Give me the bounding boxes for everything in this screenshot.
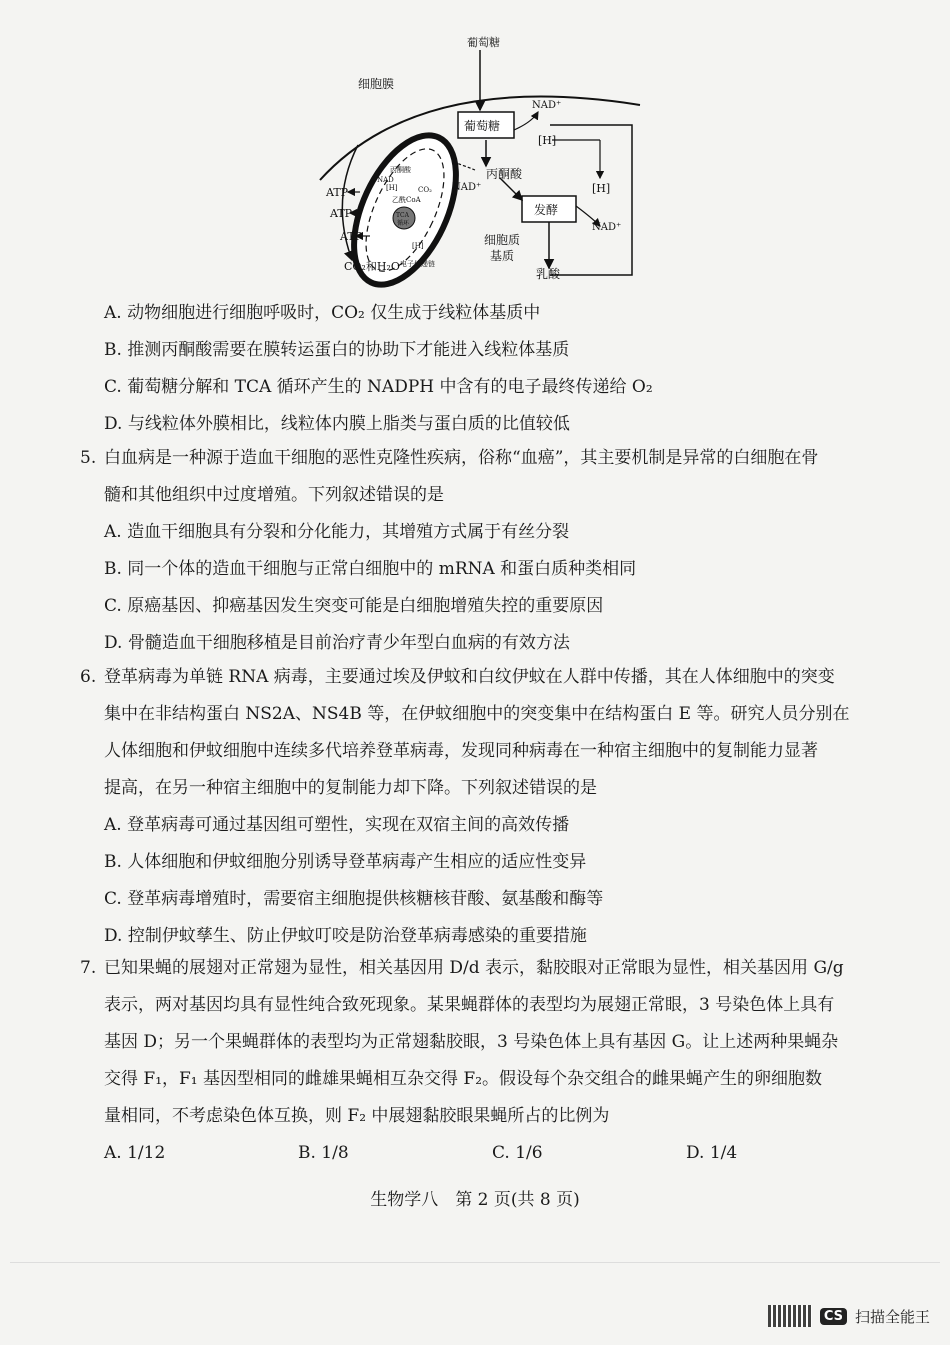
co2-h2o-label: CO₂和H₂O	[344, 260, 400, 273]
q7-stem-line4: 交得 F₁，F₁ 基因型相同的雌雄果蝇相互杂交得 F₂。假设每个杂交组合的雌果蝇产生的卵细胞数	[104, 1069, 823, 1089]
mito-tca-cycle-label: 循环	[397, 220, 410, 227]
q7-option-c: C. 1/6	[492, 1143, 543, 1163]
q7-stem-line5: 量相同，不考虑染色体互换，则 F₂ 中展翅黏胶眼果蝇所占的比例为	[104, 1106, 610, 1126]
nad-plus-3-label: NAD⁺	[592, 222, 622, 233]
cytoplasm-label-line2: 基质	[490, 249, 515, 263]
membrane-label: 细胞膜	[358, 77, 395, 91]
q7-option-b: B. 1/8	[298, 1143, 349, 1163]
mito-nad-label: NAD	[377, 176, 394, 184]
h-1-label: [H]	[538, 134, 557, 147]
mito-acetyl-label: 乙酰CoA	[392, 196, 421, 204]
q5-stem-line2: 髓和其他组织中过度增殖。下列叙述错误的是	[104, 485, 444, 505]
q5-number: 5.	[80, 448, 97, 468]
q4-option-d: D. 与线粒体外膜相比，线粒体内膜上脂类与蛋白质的比值较低	[104, 414, 570, 434]
qr-code-icon	[768, 1305, 812, 1327]
q4-option-c: C. 葡萄糖分解和 TCA 循环产生的 NADPH 中含有的电子最终传递给 O₂	[104, 377, 653, 397]
q5-option-d: D. 骨髓造血干细胞移植是目前治疗青少年型白血病的有效方法	[104, 633, 570, 653]
mito-tca-label: TCA	[396, 212, 409, 219]
camscanner-logo-icon: CS	[820, 1308, 847, 1325]
nad-plus-2-label: NAD⁺	[452, 182, 482, 193]
q6-stem-line4: 提高，在另一种宿主细胞中的复制能力却下降。下列叙述错误的是	[104, 778, 597, 798]
q5-option-a: A. 造血干细胞具有分裂和分化能力，其增殖方式属于有丝分裂	[104, 522, 570, 542]
question-6	[80, 659, 880, 955]
mito-h2-label: [H]	[412, 242, 424, 250]
pyruvate-label: 丙酮酸	[486, 167, 523, 181]
bottom-divider	[10, 1262, 940, 1263]
fermentation-label: 发酵	[534, 203, 559, 217]
question-5	[80, 440, 880, 662]
q6-option-b: B. 人体细胞和伊蚊细胞分别诱导登革病毒产生相应的适应性变异	[104, 852, 587, 872]
q7-stem-line1: 已知果蝇的展翅对正常翅为显性，相关基因用 D/d 表示，黏胶眼对正常眼为显性，相关基因用 G/g	[104, 958, 844, 978]
mito-h-label: [H]	[386, 184, 398, 192]
q7-stem-line2: 表示，两对基因均具有显性纯合致死现象。某果蝇群体的表型均为展翅正常眼，3 号染色体上具有	[104, 995, 835, 1015]
q7-number: 7.	[80, 958, 97, 978]
mito-pyruvate-label: 丙酮酸	[390, 166, 411, 174]
question-4-options	[80, 295, 880, 443]
q6-stem-line1: 登革病毒为单链 RNA 病毒，主要通过埃及伊蚊和白纹伊蚊在人群中传播，其在人体细胞中的突变	[104, 667, 835, 687]
q6-option-c: C. 登革病毒增殖时，需要宿主细胞提供核糖核苷酸、氨基酸和酶等	[104, 889, 604, 909]
page-footer: 生物学八 第 2 页(共 8 页)	[370, 1190, 580, 1210]
question-7	[80, 950, 880, 1172]
q7-option-a: A. 1/12	[104, 1143, 166, 1163]
cytoplasm-label-line1: 细胞质	[484, 233, 521, 247]
atp-3-label: ATP	[340, 230, 363, 243]
q6-stem-line2: 集中在非结构蛋白 NS2A、NS4B 等，在伊蚊细胞中的突变集中在结构蛋白 E 等。研究人员分别在	[104, 704, 850, 724]
h-2-label: [H]	[592, 182, 611, 195]
diagram-svg	[300, 30, 660, 290]
lactic-acid-label: 乳酸	[536, 267, 561, 281]
q6-option-a: A. 登革病毒可通过基因组可塑性，实现在双宿主间的高效传播	[104, 815, 570, 835]
q6-number: 6.	[80, 667, 97, 687]
q5-stem-line1: 白血病是一种源于造血干细胞的恶性克隆性疾病，俗称“血癌”，其主要机制是异常的白细胞在骨	[104, 448, 819, 468]
atp-1-label: ATP	[326, 186, 349, 199]
glucose-box-label: 葡萄糖	[464, 119, 501, 133]
q7-stem-line3: 基因 D；另一个果蝇群体的表型均为正常翅黏胶眼，3 号染色体上具有基因 G。让上述两种果蝇杂	[104, 1032, 839, 1052]
cell-respiration-diagram	[300, 30, 660, 290]
q4-option-b: B. 推测丙酮酸需要在膜转运蛋白的协助下才能进入线粒体基质	[104, 340, 570, 360]
q6-option-d: D. 控制伊蚊孳生、防止伊蚊叮咬是防治登革病毒感染的重要措施	[104, 926, 587, 946]
mito-co2-label: CO₂	[418, 186, 432, 194]
atp-2-label: ATP	[330, 207, 353, 220]
glucose-top-label: 葡萄糖	[467, 36, 500, 49]
q5-option-b: B. 同一个体的造血干细胞与正常白细胞中的 mRNA 和蛋白质种类相同	[104, 559, 637, 579]
scanner-text: 扫描全能王	[854, 1307, 930, 1326]
nad-plus-1-label: NAD⁺	[532, 100, 562, 111]
scanner-watermark	[768, 1305, 930, 1327]
q5-option-c: C. 原癌基因、抑癌基因发生突变可能是白细胞增殖失控的重要原因	[104, 596, 604, 616]
q4-option-a: A. 动物细胞进行细胞呼吸时，CO₂ 仅生成于线粒体基质中	[104, 303, 541, 323]
q7-option-d: D. 1/4	[686, 1143, 738, 1163]
mito-etc-label: 电子传递链	[400, 260, 435, 268]
q7-options-row	[80, 1135, 880, 1172]
q6-stem-line3: 人体细胞和伊蚊细胞中连续多代培养登革病毒，发现同种病毒在一种宿主细胞中的复制能力显著	[104, 741, 818, 761]
